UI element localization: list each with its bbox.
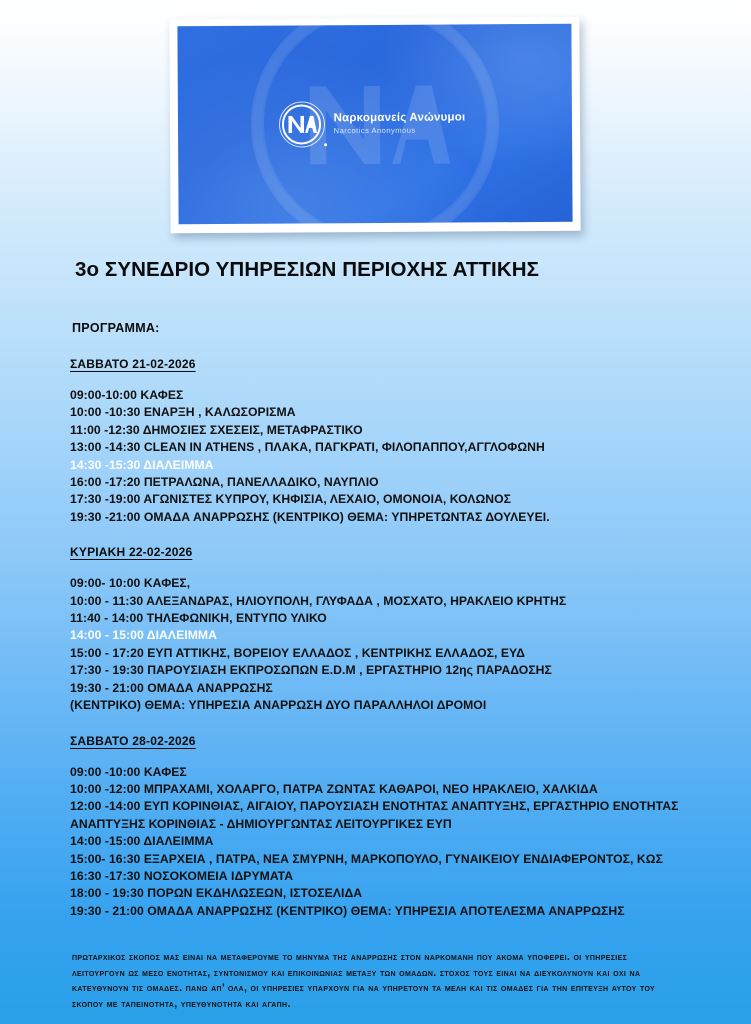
schedule-line: 09:00- 10:00 ΚΑΦΕΣ,: [70, 576, 191, 591]
schedule-lines: [70, 575, 751, 714]
schedule-line: 15:00- 16:30 ΕΞΑΡΧΕΙΑ , ΠΑΤΡΑ, ΝΕΑ ΣΜΥΡΝΗ, ΜΑΡΚΟΠΟΥΛΟ, ΓΥΝΑΙΚΕΙΟΥ ΕΝΔΙΑΦΕΡΟΝΤΟΣ, ΚΩΣ: [70, 851, 663, 866]
schedule-line: 09:00-10:00 ΚΑΦΕΣ: [70, 388, 184, 402]
schedule-line-break: 14:30 -15:30 ΔΙΑΛΕΙΜΜΑ: [70, 457, 214, 472]
schedule-line: 17:30 -19:00 ΑΓΩΝΙΣΤΕΣ ΚΥΠΡΟΥ, ΚΗΦΙΣΙΑ, ΛΕΧΑΙΟ, ΟΜΟΝΟΙΑ, ΚΟΛΩΝΟΣ: [70, 492, 512, 507]
schedule-lines: [70, 387, 751, 526]
schedule-line: 18:00 - 19:30 ΠΟΡΩΝ ΕΚΔΗΛΩΣΕΩΝ, ΙΣΤΟΣΕΛΙΔΑ: [70, 886, 363, 901]
schedule-line: 13:00 -14:30 CLEAN IN ATHENS , ΠΛΑΚΑ, ΠΑΓΚΡΑΤΙ, ΦΙΛΟΠΑΠΠΟΥ,ΑΓΓΛΟΦΩΝΗ: [70, 440, 545, 455]
schedule-line: 10:00 - 11:30 ΑΛΕΞΑΝΔΡΑΣ, ΗΛΙΟΥΠΟΛΗ, ΓΛΥΦΑΔΑ , ΜΟΣΧΑΤΟ, ΗΡΑΚΛΕΙΟ ΚΡΗΤΗΣ: [70, 593, 567, 608]
na-logo-icon: [278, 101, 324, 147]
schedule-line: 15:00 - 17:20 ΕΥΠ ΑΤΤΙΚΗΣ, ΒΟΡΕΙΟΥ ΕΛΛΑΔΟΣ , ΚΕΝΤΡΙΚΗΣ ΕΛΛΑΔΟΣ, ΕΥΔ: [70, 645, 525, 660]
na-logo-registered-dot: [324, 143, 327, 146]
day-heading: ΣΑΒΒΑΤΟ 28-02-2026: [70, 733, 196, 748]
na-banner-frame: [169, 17, 580, 234]
schedule-line: 16:00 -17:20 ΠΕΤΡΑΛΩΝΑ, ΠΑΝΕΛΛΑΔΙΚΟ, ΝΑΥΠΛΙΟ: [70, 475, 379, 490]
schedule-line: 10:00 -10:30 ΕΝΑΡΞΗ , ΚΑΛΩΣΟΡΙΣΜΑ: [70, 405, 296, 420]
schedule-line-break: 14:00 - 15:00 ΔΙΑΛΕΙΜΜΑ: [70, 628, 217, 643]
schedule-line: 11:00 -12:30 ΔΗΜΟΣΙΕΣ ΣΧΕΣΕΙΣ, ΜΕΤΑΦΡΑΣΤΙΚΟ: [70, 422, 363, 437]
schedule-lines: [70, 764, 751, 921]
na-banner-image: [177, 24, 572, 224]
schedule-line: 10:00 -12:00 ΜΠΡΑΧΑΜΙ, ΧΟΛΑΡΓΟ, ΠΑΤΡΑ ΖΩΝΤΑΣ ΚΑΘΑΡΟΙ, ΝΕΟ ΗΡΑΚΛΕΙΟ, ΧΑΛΚΙΔΑ: [70, 781, 598, 796]
schedule-section-1: [70, 357, 751, 526]
schedule-line: 17:30 - 19:30 ΠΑΡΟΥΣΙΑΣΗ ΕΚΠΡΟΣΩΠΩΝ E.D.M , ΕΡΓΑΣΤΗΡΙΟ 12ης ΠΑΡΑΔΟΣΗΣ: [70, 663, 552, 678]
na-name-greek: Ναρκομανείς Ανώνυμοι: [333, 111, 466, 125]
na-logo-text: [334, 112, 466, 136]
schedule-line: 19:30 - 21:00 ΟΜΑΔΑ ΑΝΑΡΡΩΣΗΣ (ΚΕΝΤΡΙΚΟ) ΘΕΜΑ: ΥΠΗΡΕΣΙΑ ΑΠΟΤΕΛΕΣΜΑ ΑΝΑΡΡΩΣΗΣ: [70, 903, 625, 918]
page-title: 3ο ΣΥΝΕΔΡΙΟ ΥΠΗΡΕΣΙΩΝ ΠΕΡΙΟΧΗΣ ΑΤΤΙΚΗΣ: [75, 258, 540, 281]
na-name-english: Narcotics Anonymous: [333, 125, 416, 136]
schedule-line: 14:00 -15:00 ΔΙΑΛΕΙΜΜΑ: [70, 834, 214, 849]
schedule-section-2: [70, 545, 751, 714]
document-body: [0, 258, 751, 1013]
programme-label: ΠΡΟΓΡΑΜΜΑ:: [72, 321, 160, 335]
schedule-line: 19:30 - 21:00 ΟΜΑΔΑ ΑΝΑΡΡΩΣΗΣ: [70, 680, 273, 695]
day-heading: ΣΑΒΒΑΤΟ 21-02-2026: [70, 357, 196, 371]
schedule-line: 09:00 -10:00 ΚΑΦΕΣ: [70, 764, 187, 779]
schedule-line: 12:00 -14:00 ΕΥΠ ΚΟΡΙΝΘΙΑΣ, ΑΙΓΑΙΟΥ, ΠΑΡΟΥΣΙΑΣΗ ΕΝΟΤΗΤΑΣ ΑΝΑΠΤΥΞΗΣ, ΕΡΓΑΣΤΗΡΙΟ ΕΝΟΤΗΤΑΣ ΑΝΑΠΤΥΞΗΣ ΚΟΡΙΝΘΙΑΣ - ΔΗΜΙΟΥΡΓΩΝΤΑΣ ΛΕΙΤΟΥΡΓΙΚΕΣ ΕΥΠ: [70, 799, 679, 831]
schedule-line: 11:40 - 14:00 ΤΗΛΕΦΩΝΙΚΗ, ΕΝΤΥΠΟ ΥΛΙΚΟ: [70, 611, 327, 626]
schedule-line: 16:30 -17:30 ΝΟΣΟΚΟΜΕΙΑ ΙΔΡΥΜΑΤΑ: [70, 868, 294, 883]
na-logo-lockup: [278, 100, 465, 147]
day-heading: ΚΥΡΙΑΚΗ 22-02-2026: [70, 545, 193, 560]
closing-paragraph: πρωταρχικος σκοπος μας ειναι να μεταφερουμε το μηνυμα της αναρρωσης στον ναρκομανη που ακομα υποφερει. οι υπηρεσιες λειτουργουν ως μεσο ενοτητας, συντονισμου και επικοινωνιας μεταξυ των ομαδων. στοχος τους ειναι να διευκολυνουν και οχι να κατευθυνουν τις ομαδες. πανω απ’ όλα, οι υπηρεσιες υπαρχουν για να υπηρετουν τα μελη και τις ομαδες για την επιτευξη αυτου του σκοπου με ταπεινοτητα, υπευθυνοτητα και αγαπη.: [72, 951, 656, 1010]
schedule-line: (ΚΕΝΤΡΙΚΟ) ΘΕΜΑ: ΥΠΗΡΕΣΙΑ ΑΝΑΡΡΩΣΗ ΔΥΟ ΠΑΡΑΛΛΗΛΟΙ ΔΡΟΜΟΙ: [70, 698, 487, 713]
schedule-line: 19:30 -21:00 ΟΜΑΔΑ ΑΝΑΡΡΩΣΗΣ (ΚΕΝΤΡΙΚΟ) ΘΕΜΑ: ΥΠΗΡΕΤΩΝΤΑΣ ΔΟΥΛΕΥΕΙ.: [70, 509, 550, 524]
schedule-section-3: [70, 734, 751, 921]
